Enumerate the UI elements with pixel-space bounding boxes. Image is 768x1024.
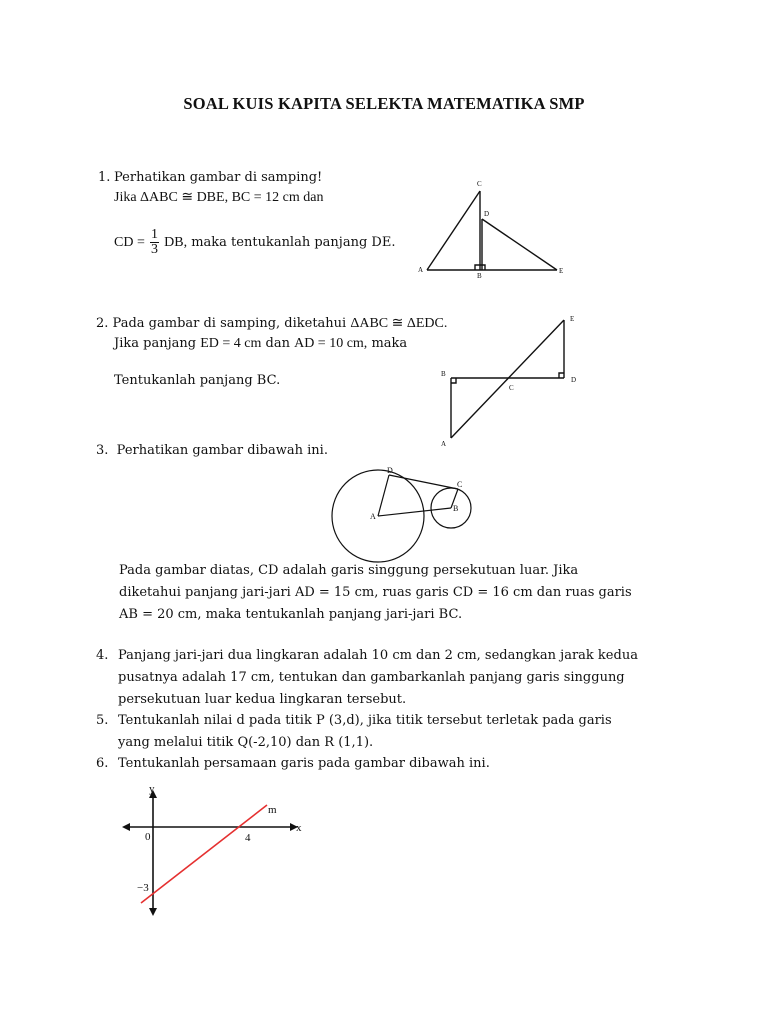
q1-label-b: B	[477, 272, 482, 280]
q6-line-m	[141, 805, 267, 903]
q1-line1: Perhatikan gambar di samping!	[114, 170, 323, 185]
q6-y-arrow-down	[149, 908, 157, 916]
q1-seg-de	[482, 219, 557, 270]
q2-label-e: E	[570, 315, 575, 323]
q2-seg-ae	[451, 320, 564, 438]
q6-x-arrow-left	[122, 823, 130, 831]
q1-cd-suffix: DB,	[164, 235, 188, 250]
q1-label-d: D	[484, 210, 490, 218]
q1-label-e: E	[559, 267, 564, 275]
q5-line2: yang melalui titik Q(-2,10) dan R (1,1).	[118, 735, 374, 750]
q2-line2	[114, 333, 407, 355]
q6-origin-label: 0	[145, 831, 151, 843]
q3-seg-dc	[389, 475, 458, 489]
q1-fraction	[150, 228, 159, 257]
q1-frac-num: 1	[150, 227, 158, 242]
q6-x-label: x	[296, 822, 302, 834]
q4-line3: persekutuan luar kedua lingkaran tersebut.	[118, 692, 407, 707]
q1-label-a: A	[418, 266, 424, 274]
q4-number: 4.	[96, 648, 109, 663]
q3-line1	[96, 440, 328, 462]
q2-line2-m2: AD = 10 cm,	[294, 336, 368, 351]
q2-right-angle-d	[559, 373, 564, 378]
q3-label-a: A	[370, 512, 376, 521]
q3-figure	[330, 462, 480, 562]
q4-line2: pusatnya adalah 17 cm, tentukan dan gambarkanlah panjang garis singgung	[118, 670, 625, 685]
q3-para-line3: AB = 20 cm, maka tentukanlah panjang jari-jari BC.	[119, 607, 463, 622]
q2-label-a: A	[441, 440, 447, 448]
q1-line3-rest: maka tentukanlah panjang DE.	[187, 235, 396, 250]
q3-label-b: B	[453, 504, 459, 513]
q1-line3	[114, 228, 395, 258]
q3-line1-text: Perhatikan gambar dibawah ini.	[116, 443, 328, 458]
q6-y-label: y	[149, 783, 155, 795]
q6-graph	[120, 780, 320, 920]
q6-line1: Tentukanlah persamaan garis pada gambar dibawah ini.	[118, 756, 490, 771]
q2-figure	[435, 312, 585, 452]
q2-label-c: C	[509, 384, 514, 392]
q2-line2-a: Jika panjang	[114, 336, 201, 351]
q2-line1-math: ΔABC ≅ ΔEDC.	[350, 316, 448, 331]
q2-line1	[96, 313, 447, 335]
q2-label-b: B	[441, 370, 446, 378]
q3-para-line1: Pada gambar diatas, CD adalah garis singgung persekutuan luar. Jika	[119, 563, 579, 578]
q2-right-angle-b	[451, 378, 456, 383]
q1-line2: Jika ΔABC ≅ DBE, BC = 12 cm dan	[114, 190, 324, 205]
q2-line2-m1: ED = 4 cm	[200, 336, 262, 351]
q3-para-line2: diketahui panjang jari-jari AD = 15 cm, ruas garis CD = 16 cm dan ruas garis	[119, 585, 632, 600]
q6-number: 6.	[96, 756, 109, 771]
q2-label-d: D	[571, 376, 577, 384]
page-title: SOAL KUIS KAPITA SELEKTA MATEMATIKA SMP	[183, 94, 585, 113]
q4-line1: Panjang jari-jari dua lingkaran adalah 10 cm dan 2 cm, sedangkan jarak kedua	[118, 648, 638, 663]
q3-label-d: D	[387, 466, 393, 475]
q6-line-label: m	[268, 804, 277, 816]
q3-seg-ad	[378, 475, 389, 516]
q2-number: 2.	[96, 316, 109, 331]
q1-label-c: C	[477, 180, 482, 188]
q6-y-intercept-label: −3	[137, 882, 149, 894]
q3-number: 3.	[96, 443, 109, 458]
q6-x-intercept-label: 4	[245, 832, 251, 844]
q2-line1-text: Pada gambar di samping, diketahui	[112, 316, 351, 331]
q1-number: 1.	[98, 170, 111, 185]
q3-label-c: C	[457, 480, 463, 489]
q1-cd-prefix: CD =	[114, 235, 145, 250]
q2-line2-c: maka	[367, 336, 408, 351]
q3-seg-ab	[378, 508, 451, 516]
q5-line1: Tentukanlah nilai d pada titik P (3,d), jika titik tersebut terletak pada garis	[118, 713, 612, 728]
q2-line2-b: dan	[261, 336, 295, 351]
q1-figure	[415, 174, 575, 284]
q5-number: 5.	[96, 713, 109, 728]
q1-seg-ac	[427, 191, 480, 270]
q1-frac-den: 3	[150, 242, 158, 257]
q2-line3: Tentukanlah panjang BC.	[114, 373, 281, 388]
